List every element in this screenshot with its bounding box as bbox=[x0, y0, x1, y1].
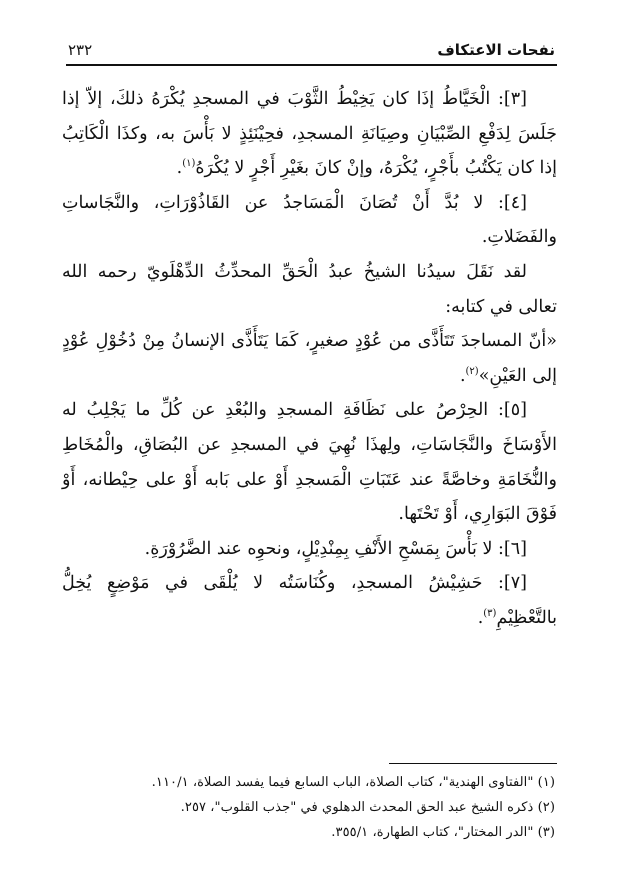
footnote-ref-3: (٣) bbox=[483, 608, 497, 620]
header-divider bbox=[66, 64, 557, 66]
paragraph-quote: «أنّ المساجدَ تَتَأَذَّى من عُوْدٍ صغيرٍ، كَمَا يَتَأَذَّى الإنسانُ مِنْ دُخُوْلِ عُوْدٍ إلى العَيْنِ»$^{(٢)}$. bbox=[62, 331, 557, 386]
main-text bbox=[62, 82, 557, 636]
footnote-ref-2: (٢) bbox=[465, 365, 479, 377]
footnotes bbox=[62, 770, 555, 845]
paragraph-3: [٣]: الْخَيَّاطُ إذَا كان يَخِيْطُ الثَّوْبَ في المسجدِ يُكْرَهُ ذلكَ، إلاّ إذا جَلَسَ لِدَفْعِ الصِّبْيَانِ وصِيَانَةِ المسجدِ، فحِيْنَئِذٍ لا بَأْسَ به، وكذَا الْكَاتِبُ إذا كان يَكْتُبُ بأَجْرٍ، يُكْرَهُ، وإنْ كانَ بغَيْرِ أَجْرٍ لا يُكْرَهُ$^{(١)}$. bbox=[62, 89, 557, 179]
footnote-ref-1: (١) bbox=[182, 158, 196, 170]
paragraph-7: [٧]: حَشِيْشُ المسجدِ، وكُنَاسَتُه لا يُلْقَى في مَوْضِعٍ يُخِلُّ بالتَّعْظِيْمِ$^{(٣)}$. bbox=[62, 573, 557, 628]
footnote-2: (٢) ذكره الشيخ عبد الحق المحدث الدهلوي في "جذب القلوب"، ٢٥٧. bbox=[180, 800, 555, 815]
book-title: نفحات الاعتكاف bbox=[437, 41, 555, 59]
footnote-1: (١) "الفتاوى الهندية"، كتاب الصلاة، الباب السابع فيما يفسد الصلاة، ١١٠/١. bbox=[151, 775, 555, 790]
page-number: ٢٣٢ bbox=[68, 41, 93, 59]
footnote-3: (٣) "الدر المختار"، كتاب الطهارة، ٣٥٥/١. bbox=[331, 825, 555, 840]
footnote-divider bbox=[389, 763, 557, 764]
paragraph-6: [٦]: لا بَأْسَ بِمَسْحِ الأَنْفِ بِمِنْدِيْلٍ، ونحوِه عند الضَّرُوْرَةِ. bbox=[144, 538, 527, 559]
paragraph-4: [٤]: لا بُدَّ أَنْ تُصَانَ الْمَسَاجدُ عن القَاذُوْرَاتِ، والنَّجَاساتِ والفَضَلاتِ. bbox=[62, 192, 557, 248]
page-header bbox=[68, 38, 555, 62]
paragraph-5: [٥]: الحِرْصُ على نَظَافَةِ المسجدِ والبُعْدِ عن كُلِّ ما يَجْلِبُ له الأَوْسَاخَ والنَّجَاسَاتِ، ولِهذَا نُهِيَ في المسجدِ عن البُصَاقِ، والْمُخَاطِ والنُّخَامَةِ وخاصَّةً عند عَتَبَاتِ الْمَسجدِ أَوْ على بَابه أَوْ على حِيْطانه، أَوْ فَوْقَ البَوَارِي، أَوْ تَحْتَها. bbox=[62, 400, 557, 525]
paragraph-quote-intro: لقد نَقَلَ سيدُنا الشيخُ عبدُ الْحَقِّ المحدِّثُ الدِّهْلَويّ رحمه الله تعالى في كتابه: bbox=[62, 261, 557, 317]
